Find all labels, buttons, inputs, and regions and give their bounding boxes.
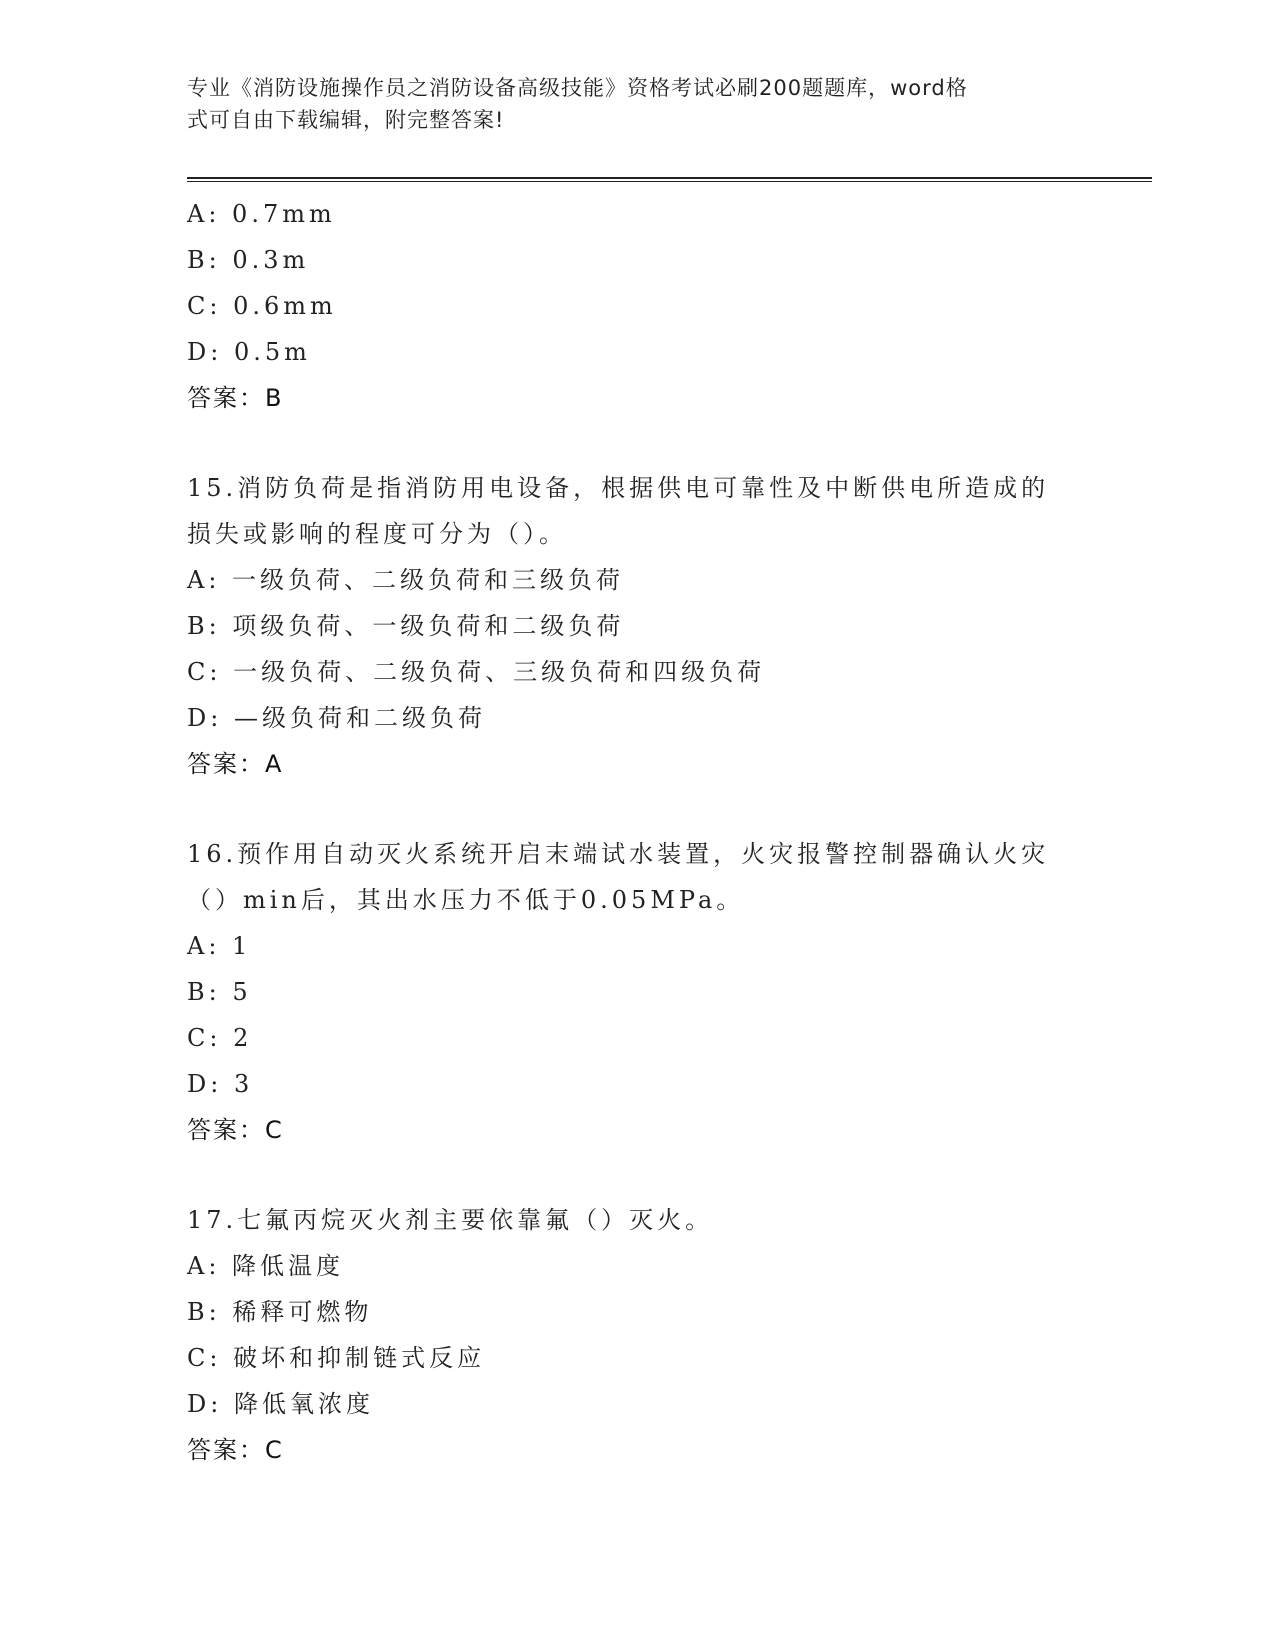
option-d: D: 0.5m (187, 338, 311, 366)
option-d: D: 3 (187, 1070, 254, 1098)
question-text-line: 17.七氟丙烷灭火剂主要依靠氟（）灭火。 (187, 1206, 714, 1234)
header-line-1: 专业《消防设施操作员之消防设备高级技能》资格考试必刷200题题库，word格 (187, 76, 968, 100)
answer-line: 答案：C (187, 1436, 284, 1464)
option-a: A: 0.7mm (187, 200, 336, 228)
answer-line: 答案：B (187, 384, 284, 412)
question-text-line: 15.消防负荷是指消防用电设备，根据供电可靠性及中断供电所造成的 (187, 474, 1050, 502)
option-a: A: 1 (187, 932, 252, 960)
page-header (187, 72, 1067, 136)
option-c: C: 破坏和抑制链式反应 (187, 1344, 486, 1372)
answer-line: 答案：C (187, 1116, 284, 1144)
question-text-line: （）min后，其出水压力不低于0.05MPa。 (187, 886, 745, 914)
option-a: A: 降低温度 (187, 1252, 345, 1280)
question-15 (187, 465, 1087, 787)
answer-line: 答案：A (187, 750, 284, 778)
prev-question-block (187, 191, 1087, 421)
header-line-2: 式可自由下载编辑，附完整答案! (187, 108, 505, 132)
question-text-line: 损失或影响的程度可分为（）。 (187, 520, 567, 548)
option-c: C: 2 (187, 1024, 253, 1052)
option-d: D: —级负荷和二级负荷 (187, 704, 486, 732)
option-c: C: 一级负荷、二级负荷、三级负荷和四级负荷 (187, 658, 766, 686)
option-b: B: 稀释可燃物 (187, 1298, 373, 1326)
option-a: A: 一级负荷、二级负荷和三级负荷 (187, 566, 625, 594)
question-17 (187, 1197, 1087, 1473)
option-d: D: 降低氧浓度 (187, 1390, 374, 1418)
document-body (187, 191, 1087, 1473)
option-b: B: 项级负荷、一级负荷和二级负荷 (187, 612, 625, 640)
option-c: C: 0.6mm (187, 292, 337, 320)
option-b: B: 0.3m (187, 246, 310, 274)
header-rule-thick (187, 177, 1152, 179)
option-b: B: 5 (187, 978, 252, 1006)
question-text-line: 16.预作用自动灭火系统开启末端试水装置，火灾报警控制器确认火灾 (187, 840, 1050, 868)
header-rule-thin (187, 181, 1152, 182)
question-16 (187, 831, 1087, 1153)
